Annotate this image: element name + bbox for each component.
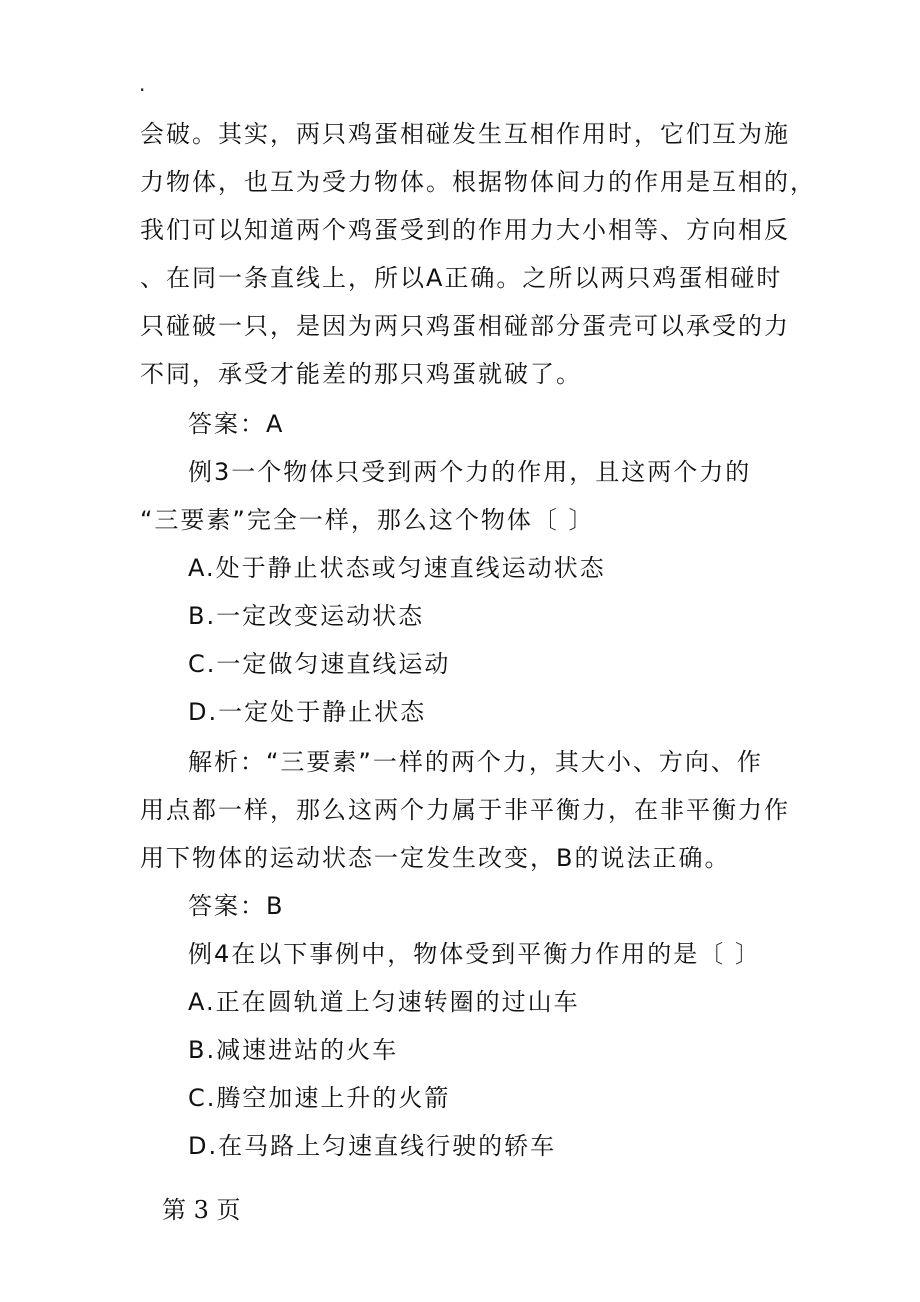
option-d-2: D.在马路上匀速直线行驶的轿车	[188, 1132, 557, 1160]
answer-line-2: 答案：B	[188, 892, 285, 920]
text-line-6: 不同，承受才能差的那只鸡蛋就破了。	[140, 360, 582, 388]
option-a-1: A.处于静止状态或匀速直线运动状态	[188, 554, 606, 582]
example-3-continued: “三要素”完全一样，那么这个物体〔 〕	[140, 506, 595, 534]
answer-line-1: 答案：A	[188, 410, 285, 438]
example-3-heading: 例3一个物体只受到两个力的作用，且这两个力的	[188, 458, 752, 486]
option-b-1: B.一定改变运动状态	[188, 602, 425, 630]
top-mark: .	[139, 72, 146, 96]
text-line-1: 会破。其实，两只鸡蛋相碰发生互相作用时，它们互为施	[140, 120, 790, 148]
option-a-2: A.正在圆轨道上匀速转圈的过山车	[188, 988, 580, 1016]
option-b-2: B.减速进站的火车	[188, 1036, 399, 1064]
text-line-3: 我们可以知道两个鸡蛋受到的作用力大小相等、方向相反	[140, 216, 790, 244]
analysis-line-2: 用点都一样，那么这两个力属于非平衡力，在非平衡力作	[140, 796, 790, 824]
option-c-2: C.腾空加速上升的火箭	[188, 1084, 451, 1112]
option-d-1: D.一定处于静止状态	[188, 698, 427, 726]
page-number: 第 3 页	[162, 1196, 241, 1224]
analysis-line-3: 用下物体的运动状态一定发生改变，B的说法正确。	[140, 844, 731, 872]
text-line-5: 只碰破一只，是因为两只鸡蛋相碰部分蛋壳可以承受的力	[140, 312, 790, 340]
analysis-line-1: 解析：“三要素”一样的两个力，其大小、方向、作	[188, 748, 763, 776]
text-line-4: 、在同一条直线上，所以A正确。之所以两只鸡蛋相碰时	[140, 264, 783, 292]
option-c-1: C.一定做匀速直线运动	[188, 650, 451, 678]
text-line-2: 力物体，也互为受力物体。根据物体间力的作用是互相的，	[140, 168, 816, 196]
example-4-heading: 例4在以下事例中，物体受到平衡力作用的是〔 〕	[188, 940, 761, 968]
